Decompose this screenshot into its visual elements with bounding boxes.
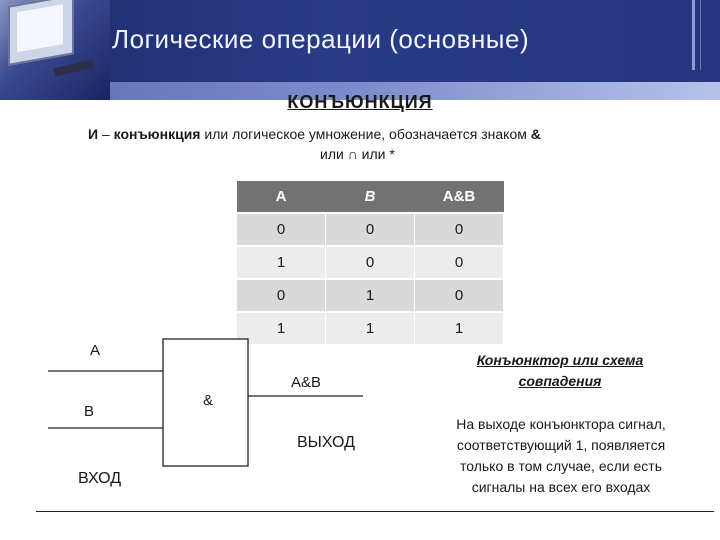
description-bold-i: И [88, 126, 99, 142]
conjunctor-heading [432, 350, 688, 392]
table-cell: 1 [237, 246, 326, 279]
column-header: A [237, 181, 326, 213]
table-cell: 0 [415, 279, 504, 312]
description-line-2: или ∩ или * [320, 146, 395, 162]
conjunctor-heading-line: совпадения [518, 373, 602, 389]
table-cell: 1 [326, 279, 415, 312]
table-cell: 0 [237, 213, 326, 246]
slide-title: Логические операции (основные) [112, 24, 530, 54]
table-cell: 0 [326, 246, 415, 279]
output-label: A&B [291, 374, 322, 391]
description-text: или логическое умножение, обозначается знаком [200, 126, 531, 142]
input-caption: ВХОД [78, 470, 122, 487]
table-cell: 1 [326, 312, 415, 344]
table-cell: 0 [237, 279, 326, 312]
footer-divider [36, 511, 714, 512]
description-dash: – [98, 126, 114, 142]
description-bold-term: конъюнкция [113, 126, 201, 142]
input-b-label: B [84, 403, 95, 420]
table-cell: 1 [237, 312, 326, 344]
section-heading: КОНЪЮНКЦИЯ [287, 92, 433, 112]
table-cell: 0 [326, 213, 415, 246]
description-line: сигналы на всех его входах [471, 479, 651, 495]
conjunctor-description [416, 414, 706, 498]
gate-symbol: & [203, 392, 214, 409]
table-cell: 1 [415, 312, 504, 344]
conjunctor-heading-line: Конъюнктор или схема [476, 352, 644, 368]
column-header: B [326, 181, 415, 213]
output-caption: ВЫХОД [297, 434, 355, 451]
table-cell: 0 [415, 246, 504, 279]
input-a-label: A [90, 342, 101, 359]
description-line: только в том случае, если есть [459, 458, 662, 474]
description-line: соответствующий 1, появляется [456, 437, 666, 453]
column-header: A&B [415, 181, 504, 213]
description-line: На выходе конъюнктора сигнал, [456, 416, 666, 432]
description-sign: & [530, 126, 541, 142]
table-cell: 0 [415, 213, 504, 246]
